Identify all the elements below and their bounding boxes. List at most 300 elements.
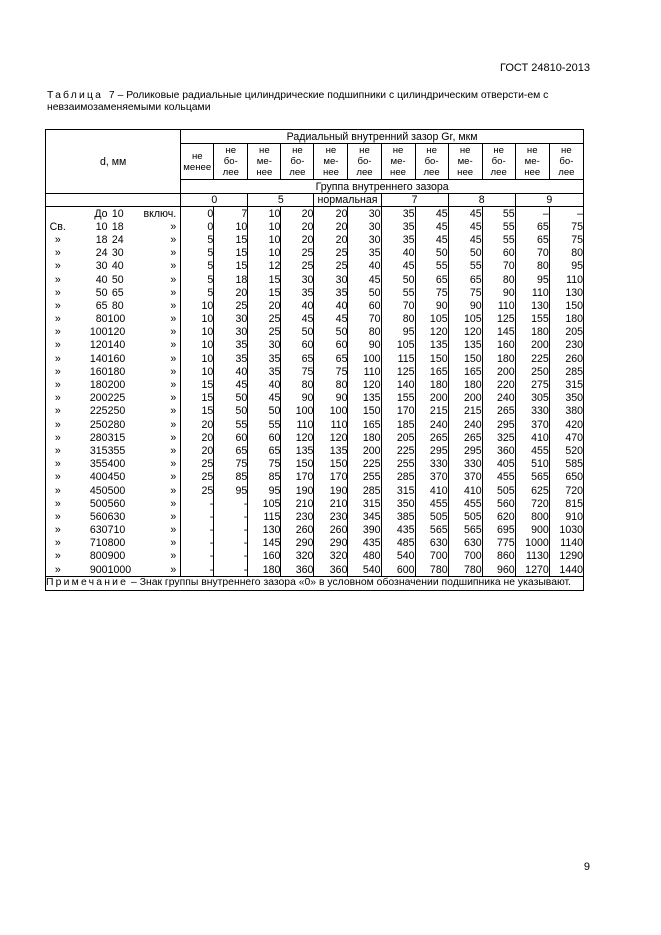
clearance-table [45,129,584,591]
diameter-from: 140 [89,352,108,365]
clearance-value: 45 [415,207,448,221]
diameter-pre: » [46,405,70,418]
clearance-value: 370 [448,471,482,484]
clearance-value: 150 [314,458,348,471]
diameter-to: 900 [107,550,126,563]
clearance-value: 620 [482,510,515,523]
clearance-value: 240 [482,392,515,405]
diameter-from: До [94,207,108,220]
limit-header-cell: не бо- лее [214,144,248,180]
limit-header-cell: не ме- нее [248,144,281,180]
clearance-value: 55 [214,418,248,431]
clearance-value: 35 [248,352,281,365]
clearance-value: 695 [482,524,515,537]
diameter-from: 100 [89,326,108,339]
table-row [46,550,584,563]
clearance-value: 30 [214,313,248,326]
clearance-value: 260 [549,352,583,365]
clearance-value: 385 [381,510,415,523]
clearance-value: 45 [448,220,482,233]
diameter-pre: » [46,286,70,299]
clearance-value: 30 [214,326,248,339]
clearance-value: 320 [281,550,314,563]
clearance-value: 80 [549,247,583,260]
clearance-value: 160 [248,550,281,563]
clearance-value: 90 [482,286,515,299]
clearance-value: 170 [281,471,314,484]
clearance-value: 25 [281,247,314,260]
clearance-value: 150 [348,405,381,418]
clearance-value: 10 [181,299,214,312]
clearance-value: – [515,207,549,221]
clearance-value: 1140 [549,537,583,550]
diameter-from: 280 [89,431,108,444]
diameter-from: 80 [95,313,108,326]
clearance-value: 75 [549,233,583,246]
clearance-value: 165 [448,365,482,378]
clearance-value: 50 [348,286,381,299]
clearance-value: 20 [281,207,314,221]
clearance-value: 215 [448,405,482,418]
diameter-suf: » [170,326,177,339]
clearance-value: 20 [248,299,281,312]
clearance-value: 305 [515,392,549,405]
diameter-to: 65 [111,286,124,299]
clearance-value: 30 [314,273,348,286]
clearance-value: 65 [214,444,248,457]
clearance-value: 410 [448,484,482,497]
clearance-value: 320 [314,550,348,563]
diameter-pre: » [46,510,70,523]
clearance-value: 65 [415,273,448,286]
group-header: Группа внутреннего зазора [181,180,584,194]
clearance-value: 255 [348,471,381,484]
diameter-pre: » [46,233,70,246]
clearance-value: 15 [214,233,248,246]
clearance-value: 75 [248,458,281,471]
clearance-value: 120 [348,378,381,391]
table-row [46,405,584,418]
clearance-value: 1290 [549,550,583,563]
clearance-value: 95 [515,273,549,286]
diameter-pre: » [46,273,70,286]
diameter-suf: » [170,497,177,510]
diameter-suf: » [170,339,177,352]
clearance-value: 185 [381,418,415,431]
clearance-value: 910 [549,510,583,523]
clearance-value: 565 [415,524,448,537]
diameter-pre: » [46,313,70,326]
bore-diameter-header: d, мм [46,130,181,194]
clearance-value: 45 [415,233,448,246]
clearance-value: 295 [415,444,448,457]
diameter-from: 315 [89,444,108,457]
clearance-value: 60 [248,431,281,444]
clearance-value: 90 [281,392,314,405]
table-row [46,458,584,471]
clearance-value: 20 [281,233,314,246]
group-label: 8 [448,194,515,207]
clearance-value: 155 [381,392,415,405]
clearance-value: 12 [248,260,281,273]
clearance-value: 35 [314,286,348,299]
clearance-value: 230 [281,510,314,523]
clearance-value: 200 [448,392,482,405]
diameter-suf: » [170,299,177,312]
clearance-value: 265 [482,405,515,418]
clearance-value: 815 [549,497,583,510]
clearance-value: 55 [482,207,515,221]
clearance-value: 20 [181,431,214,444]
diameter-to: 180 [107,365,126,378]
table-row [46,339,584,352]
clearance-value: 800 [515,510,549,523]
clearance-value: 45 [281,313,314,326]
clearance-value: 130 [549,286,583,299]
diameter-to: 200 [107,379,126,392]
diameter-to: 24 [111,233,124,246]
clearance-value: 0 [181,220,214,233]
clearance-value: 180 [549,313,583,326]
clearance-value: 95 [248,484,281,497]
diameter-pre: » [46,299,70,312]
clearance-value: 75 [415,286,448,299]
clearance-value: - [181,524,214,537]
diameter-to: 630 [107,510,126,523]
clearance-value: 65 [515,220,549,233]
clearance-value: 370 [415,471,448,484]
clearance-value: - [214,524,248,537]
diameter-pre: » [46,326,70,339]
diameter-suf: » [170,537,177,550]
clearance-value: 110 [348,365,381,378]
clearance-value: 35 [381,207,415,221]
clearance-value: 155 [515,313,549,326]
clearance-value: 55 [448,260,482,273]
table-row [46,247,584,260]
clearance-value: 70 [381,299,415,312]
clearance-value: 95 [381,326,415,339]
diameter-pre: » [46,392,70,405]
clearance-value: 90 [448,299,482,312]
clearance-value: 520 [549,444,583,457]
diameter-pre: » [46,524,70,537]
diameter-suf: » [170,365,177,378]
clearance-value: 15 [248,286,281,299]
diameter-from: 225 [89,405,108,418]
table-row [46,313,584,326]
clearance-value: 205 [381,431,415,444]
diameter-from: 65 [95,299,108,312]
diameter-suf: » [170,233,177,246]
diameter-pre: » [46,260,70,273]
limit-header-cell: не бо- лее [415,144,448,180]
clearance-value: 10 [181,326,214,339]
clearance-value: 105 [448,313,482,326]
clearance-value: 40 [381,247,415,260]
diameter-from: 800 [89,550,108,563]
clearance-value: 5 [181,260,214,273]
document-code: ГОСТ 24810-2013 [500,62,590,74]
clearance-value: 95 [549,260,583,273]
clearance-value: 210 [314,497,348,510]
clearance-value: 420 [549,418,583,431]
clearance-value: 105 [248,497,281,510]
clearance-value: 35 [381,220,415,233]
note-text: – Знак группы внутреннего зазора «0» в условном обозначении подшипника не указывают. [128,577,572,589]
diameter-pre: » [46,339,70,352]
clearance-value: 180 [448,378,482,391]
clearance-value: 90 [314,392,348,405]
table-row [46,392,584,405]
diameter-from: 30 [95,260,108,273]
clearance-value: 5 [181,233,214,246]
diameter-from: 630 [89,524,108,537]
clearance-value: 315 [549,378,583,391]
clearance-value: 110 [515,286,549,299]
clearance-value: 25 [314,260,348,273]
clearance-value: 65 [515,233,549,246]
clearance-value: 1440 [549,563,583,577]
diameter-to: 710 [107,524,126,537]
clearance-value: 200 [515,339,549,352]
clearance-value: 330 [415,458,448,471]
clearance-value: 18 [214,273,248,286]
diameter-pre: » [46,365,70,378]
clearance-value: 240 [448,418,482,431]
clearance-value: - [214,497,248,510]
diameter-from: 900 [89,563,108,576]
limit-header-cell: не менее [181,144,214,180]
clearance-value: 650 [549,471,583,484]
clearance-value: - [181,563,214,577]
clearance-value: 45 [448,233,482,246]
clearance-value: 90 [348,339,381,352]
limit-header-cell: не бо- лее [281,144,314,180]
diameter-pre [46,207,70,221]
diameter-pre: » [46,537,70,550]
clearance-value: 45 [415,220,448,233]
clearance-value: 35 [281,286,314,299]
clearance-value: 180 [415,378,448,391]
clearance-value: 260 [314,524,348,537]
page-number: 9 [583,861,590,873]
clearance-value: 0 [181,207,214,221]
diameter-suf: » [170,458,177,471]
clearance-value: 125 [381,365,415,378]
diameter-pre: » [46,378,70,391]
clearance-value: 120 [281,431,314,444]
limit-header-cell: не бо- лее [348,144,381,180]
diameter-suf: » [170,313,177,326]
clearance-value: 30 [248,339,281,352]
diameter-to: 30 [111,247,124,260]
clearance-value: 435 [381,524,415,537]
diameter-to: 250 [107,405,126,418]
clearance-value: 135 [448,339,482,352]
clearance-value: 25 [181,458,214,471]
diameter-to: 40 [111,260,124,273]
clearance-value: 560 [482,497,515,510]
clearance-value: 85 [248,471,281,484]
clearance-value: 45 [381,260,415,273]
clearance-value: 55 [415,260,448,273]
clearance-value: 20 [214,286,248,299]
clearance-value: 25 [248,326,281,339]
clearance-value: 230 [314,510,348,523]
group-row [46,194,584,207]
clearance-value: 60 [482,247,515,260]
clearance-value: 30 [348,233,381,246]
clearance-value: 10 [181,365,214,378]
clearance-value: 255 [381,458,415,471]
clearance-value: 275 [515,378,549,391]
clearance-value: 10 [248,220,281,233]
clearance-value: 80 [381,313,415,326]
diameter-from: 355 [89,458,108,471]
clearance-value: 410 [415,484,448,497]
limit-header-cell: не ме- нее [515,144,549,180]
clearance-value: - [214,563,248,577]
diameter-to: 18 [111,220,124,233]
clearance-value: 120 [415,326,448,339]
diameter-to: 140 [107,339,126,352]
clearance-value: 55 [482,233,515,246]
clearance-value: 25 [248,313,281,326]
clearance-value: 625 [515,484,549,497]
clearance-value: 60 [281,339,314,352]
clearance-value: 180 [515,326,549,339]
clearance-value: 40 [348,260,381,273]
diameter-from: 710 [89,537,108,550]
group-label: 7 [381,194,448,207]
clearance-value: 860 [482,550,515,563]
diameter-to: 80 [111,299,124,312]
diameter-from: 250 [89,418,108,431]
diameter-to: 120 [107,326,126,339]
table-row [46,444,584,457]
clearance-value: 5 [181,286,214,299]
clearance-value: 565 [515,471,549,484]
clearance-value: 30 [281,273,314,286]
diameter-to: 500 [107,484,126,497]
clearance-value: 10 [248,247,281,260]
clearance-value: 290 [314,537,348,550]
clearance-value: 45 [214,378,248,391]
clearance-value: 360 [482,444,515,457]
clearance-value: 630 [415,537,448,550]
clearance-value: 1030 [549,524,583,537]
clearance-value: 360 [281,563,314,577]
diameter-suf: » [170,392,177,405]
table-row [46,286,584,299]
clearance-value: 720 [549,484,583,497]
diameter-suf: » [170,471,177,484]
clearance-value: 15 [248,273,281,286]
caption-label: Таблица [47,90,104,101]
diameter-pre: » [46,497,70,510]
clearance-value: 540 [348,563,381,577]
clearance-value: 585 [549,458,583,471]
clearance-value: 145 [248,537,281,550]
clearance-value: 135 [348,392,381,405]
clearance-value: 140 [381,378,415,391]
limit-header-cell: не ме- нее [381,144,415,180]
clearance-value: - [181,537,214,550]
table-row [46,326,584,339]
clearance-value: 60 [348,299,381,312]
clearance-value: 260 [281,524,314,537]
diameter-pre: » [46,418,70,431]
clearance-value: 510 [515,458,549,471]
diameter-pre: Св. [46,220,70,233]
clearance-value: 115 [381,352,415,365]
caption-text: – Роликовые радиальные цилиндрические подшипники с цилиндрическим отверсти-ем с невзаимозаменяемыми кольцами [47,90,549,113]
diameter-pre: » [46,247,70,260]
clearance-value: 205 [549,326,583,339]
clearance-value: 360 [314,563,348,577]
clearance-value: 25 [281,260,314,273]
clearance-value: 900 [515,524,549,537]
clearance-value: 325 [482,431,515,444]
clearance-value: 225 [515,352,549,365]
clearance-value: 75 [314,365,348,378]
diameter-to: 50 [111,273,124,286]
clearance-value: 100 [348,352,381,365]
clearance-value: 20 [281,220,314,233]
clearance-value: 50 [381,273,415,286]
clearance-value: 15 [181,405,214,418]
diameter-suf: включ. [143,207,177,220]
diameter-suf: » [170,550,177,563]
clearance-value: 110 [549,273,583,286]
table-row [46,484,584,497]
clearance-value: – [549,207,583,221]
diameter-suf: » [170,352,177,365]
clearance-value: 80 [314,378,348,391]
clearance-value: 455 [448,497,482,510]
diameter-from: 50 [95,286,108,299]
clearance-value: 90 [415,299,448,312]
table-row [46,352,584,365]
table-row [46,524,584,537]
diameter-to: 450 [107,471,126,484]
clearance-value: 100 [281,405,314,418]
clearance-value: 165 [348,418,381,431]
diameter-pre: » [46,444,70,457]
clearance-value: 70 [482,260,515,273]
clearance-value: 105 [415,313,448,326]
clearance-value: 315 [348,497,381,510]
clearance-value: 180 [348,431,381,444]
clearance-value: 160 [482,339,515,352]
clearance-value: 5 [181,273,214,286]
table-row [46,378,584,391]
clearance-value: 120 [448,326,482,339]
table-row [46,260,584,273]
clearance-value: 55 [381,286,415,299]
clearance-value: 455 [482,471,515,484]
clearance-value: 170 [314,471,348,484]
diameter-suf: » [170,563,177,576]
table-note [46,577,584,591]
clearance-value: 15 [214,247,248,260]
clearance-value: - [214,537,248,550]
limit-header-cell: не бо- лее [549,144,583,180]
clearance-value: 135 [415,339,448,352]
clearance-value: 350 [381,497,415,510]
clearance-value: - [214,510,248,523]
